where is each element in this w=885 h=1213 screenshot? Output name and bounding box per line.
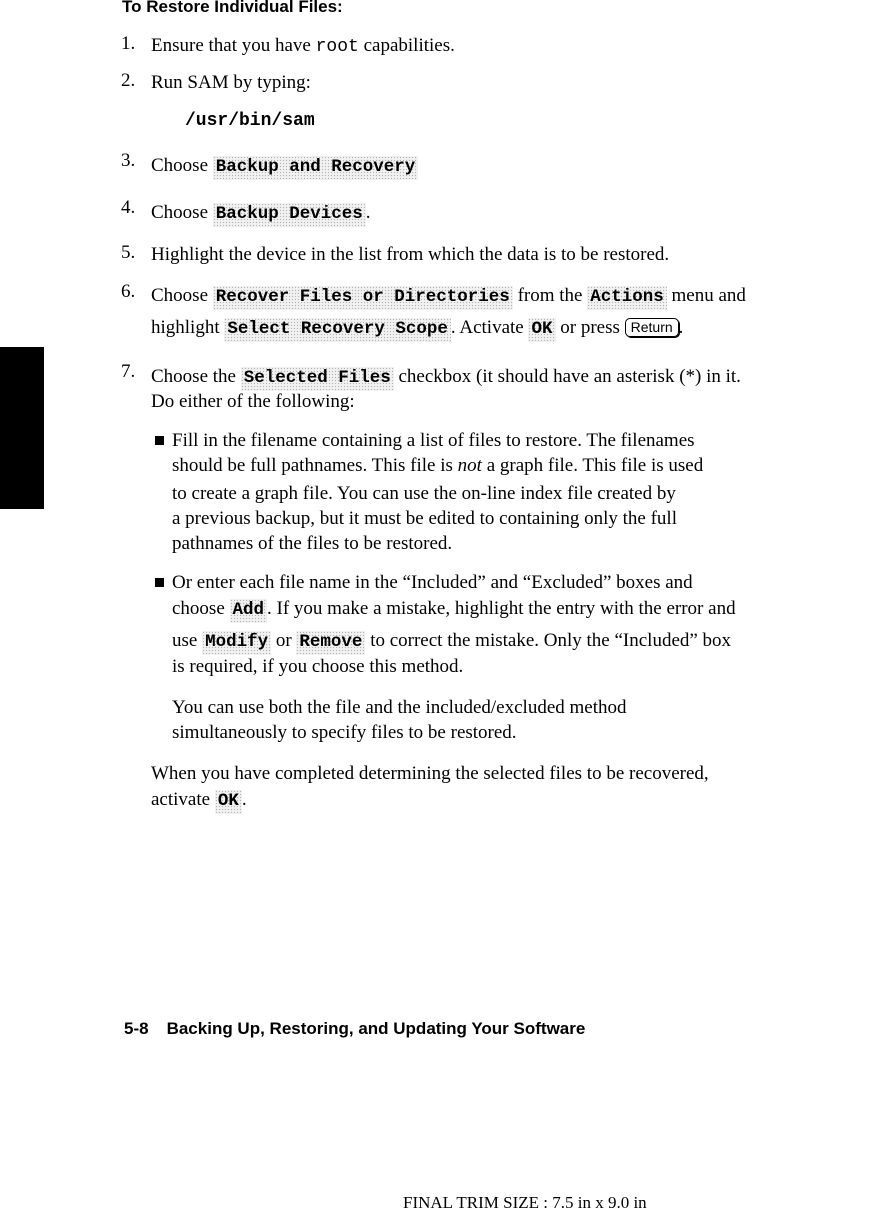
bullet-1-line-2 (172, 453, 703, 478)
step-text: Ensure that you have (151, 35, 316, 56)
step-2-text: Run SAM by typing: (151, 72, 311, 93)
step-number: 5. (121, 242, 136, 263)
bullet-text: a graph file. This file is used (481, 455, 704, 476)
bullet-icon (155, 578, 164, 587)
bullet-1-line-4: a previous backup, but it must be edited to containing only the full (172, 508, 677, 529)
bullet-text: choose (172, 598, 230, 619)
step-number: 6. (121, 281, 136, 302)
bullet-text: should be full pathnames. This file is (172, 455, 458, 476)
bullet-text: . If you make a mistake, highlight the entry with the error and (267, 598, 736, 619)
softkey-ok[interactable]: OK (528, 318, 555, 342)
step-text: Choose (151, 285, 213, 306)
step-text: checkbox (it should have an asterisk (*) in it. (393, 366, 741, 387)
closing-text: . (241, 789, 247, 810)
step-text: capabilities. (358, 35, 455, 56)
step-6-line-2 (151, 315, 683, 342)
step-text: . Activate (450, 317, 529, 338)
bullet-1-line-5: pathnames of the files to be restored. (172, 533, 453, 554)
bullet-text: use (172, 630, 203, 651)
softkey-modify[interactable]: Modify (202, 631, 271, 655)
bullet-2-line-2 (172, 596, 736, 623)
chapter-tab (0, 347, 44, 509)
softkey-backup-devices[interactable]: Backup Devices (213, 203, 366, 227)
command-line: /usr/bin/sam (185, 111, 315, 131)
step-number: 4. (121, 197, 136, 218)
section-heading: To Restore Individual Files: (122, 0, 343, 16)
page-number: 5-8 (124, 1019, 149, 1038)
step-text: from the (512, 285, 588, 306)
page-footer (124, 1019, 585, 1039)
step-6-line-1 (151, 283, 746, 310)
bullet-2-line-4: is required, if you choose this method. (172, 656, 464, 677)
code-root: root (315, 37, 359, 57)
step-3-text (151, 153, 418, 180)
step-number: 3. (121, 150, 136, 171)
step-7-line-1 (151, 364, 741, 391)
step-number: 7. (121, 361, 136, 382)
bullet-text: to correct the mistake. Only the “Included” box (365, 630, 732, 651)
softkey-add[interactable]: Add (230, 599, 268, 623)
bullet-icon (155, 436, 164, 445)
step-text: . (678, 317, 684, 338)
bullet-text: or (271, 630, 297, 651)
softkey-actions[interactable]: Actions (587, 286, 667, 310)
softkey-ok-final[interactable]: OK (215, 790, 242, 814)
step-5-text: Highlight the device in the list from which the data is to be restored. (151, 244, 670, 265)
step-7-line-2: Do either of the following: (151, 391, 355, 412)
step-text: Choose the (151, 366, 241, 387)
step-text: highlight (151, 317, 225, 338)
bullet-2-para-2-line-2: simultaneously to specify files to be restored. (172, 722, 517, 743)
step-number: 2. (121, 70, 136, 91)
bullet-2-para-2-line-1: You can use both the file and the included/excluded method (172, 697, 627, 718)
softkey-select-recovery-scope[interactable]: Select Recovery Scope (224, 318, 451, 342)
step-1-text (151, 33, 455, 60)
softkey-remove[interactable]: Remove (296, 631, 365, 655)
bullet-1-line-3: to create a graph file. You can use the on-line index file created by (172, 483, 676, 504)
softkey-recover-files-or-directories[interactable]: Recover Files or Directories (213, 286, 513, 310)
softkey-backup-and-recovery[interactable]: Backup and Recovery (213, 156, 419, 180)
chapter-title: Backing Up, Restoring, and Updating Your Software (166, 1019, 586, 1038)
trim-size-note: FINAL TRIM SIZE : 7.5 in x 9.0 in (403, 1193, 647, 1212)
closing-line-2 (151, 787, 247, 814)
step-text: Choose (151, 155, 213, 176)
softkey-selected-files[interactable]: Selected Files (241, 367, 394, 391)
closing-text: activate (151, 789, 215, 810)
return-key[interactable]: Return (625, 318, 679, 337)
step-4-text (151, 200, 371, 227)
step-text: . (365, 202, 371, 223)
closing-line-1: When you have completed determining the selected files to be recovered, (151, 763, 709, 784)
bullet-2-line-3 (172, 628, 731, 655)
emphasis-not: not (457, 455, 482, 476)
step-text: Choose (151, 202, 213, 223)
step-number: 1. (121, 33, 136, 54)
bullet-2-line-1: Or enter each file name in the “Included” and “Excluded” boxes and (172, 572, 693, 593)
chapter-tab-label: 5 (25, 369, 35, 388)
step-text: menu and (666, 285, 746, 306)
bullet-1-line-1: Fill in the filename containing a list of files to restore. The filenames (172, 430, 695, 451)
step-text: or press (555, 317, 625, 338)
